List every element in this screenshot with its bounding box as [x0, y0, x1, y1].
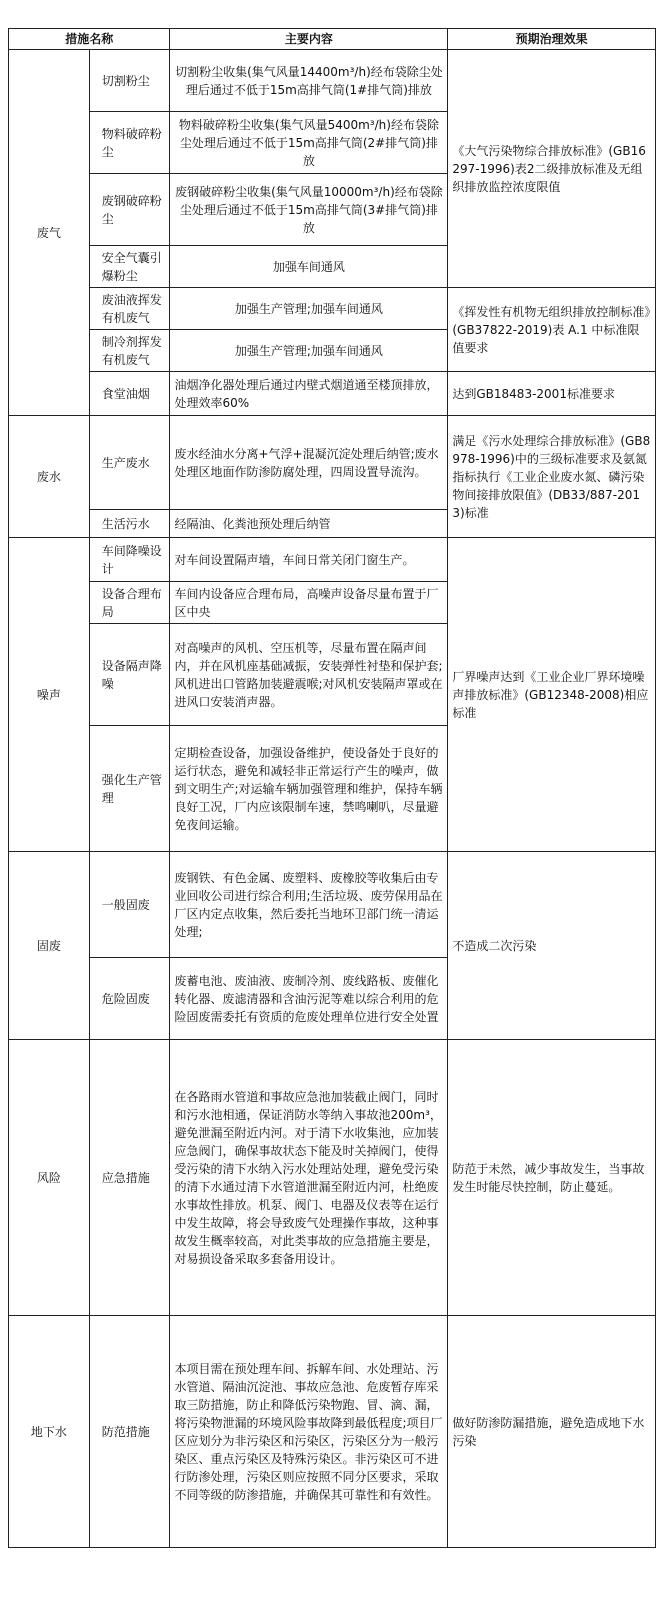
content-cell: 废蓄电池、废油液、废制冷剂、废线路板、废催化转化器、废滤清器和含油污泥等难以综合利用的危险固废需委托有资质的危废处理单位进行安全处置	[170, 958, 448, 1040]
content-cell: 车间内设备应合理布局，高噪声设备尽量布置于厂区中央	[170, 582, 448, 624]
effect-gas-dust: 《大气污染物综合排放标准》(GB16297-1996)表2二级排放标准及无组织排放监控浓度限值	[448, 50, 656, 288]
table-row	[9, 372, 656, 416]
category-solid: 固废	[9, 852, 90, 1040]
content-cell: 定期检查设备，加强设备维护，使设备处于良好的运行状态，避免和减轻非正常运行产生的噪声，做到文明生产;对运输车辆加强管理和维护，保持车辆良好工况，厂内应该限制车速，禁鸣喇叭，尽量避免夜间运输。	[170, 726, 448, 852]
table-row	[9, 538, 656, 582]
content-cell: 废钢破碎粉尘收集(集气风量10000m³/h)经布袋除尘处理后通过不低于15m高排气筒(3#排气筒)排放	[170, 174, 448, 246]
table-row	[9, 1040, 656, 1316]
item-cell: 危险固废	[89, 958, 170, 1040]
content-cell: 加强生产管理;加强车间通风	[170, 288, 448, 330]
content-cell: 对车间设置隔声墙，车间日常关闭门窗生产。	[170, 538, 448, 582]
content-cell: 切割粉尘收集(集气风量14400m³/h)经布袋除尘处理后通过不低于15m高排气筒(1#排气筒)排放	[170, 50, 448, 112]
content-cell: 物料破碎粉尘收集(集气风量5400m³/h)经布袋除尘处理后通过不低于15m高排气筒(2#排气筒)排放	[170, 112, 448, 174]
item-cell: 安全气囊引爆粉尘	[89, 246, 170, 288]
item-cell: 一般固废	[89, 852, 170, 958]
effect-risk: 防范于未然，减少事故发生，当事故发生时能尽快控制，防止蔓延。	[448, 1040, 656, 1316]
item-cell: 设备合理布局	[89, 582, 170, 624]
effect-noise: 厂界噪声达到《工业企业厂界环境噪声排放标准》(GB12348-2008)相应标准	[448, 538, 656, 852]
content-cell: 废水经油水分离+气浮+混凝沉淀处理后纳管;废水处理区地面作防渗防腐处理，四周设置导流沟。	[170, 416, 448, 510]
item-cell: 制冷剂挥发有机废气	[89, 330, 170, 372]
item-cell: 废钢破碎粉尘	[89, 174, 170, 246]
content-cell: 本项目需在预处理车间、拆解车间、水处理站、污水管道、隔油沉淀池、事故应急池、危废暂存库采取三防措施，防止和降低污染物跑、冒、滴、漏，将污染物泄漏的环境风险事故降到最低程度;项目厂区应划分为非污染区和污染区，污染区分为一般污染区、重点污染区及特殊污染区。非污染区可不进行防渗处理，污染区则应按照不同分区要求，采取不同等级的防渗措施，并确保其可靠性和有效性。	[170, 1316, 448, 1548]
content-cell: 油烟净化器处理后通过内壁式烟道通至楼顶排放，处理效率60%	[170, 372, 448, 416]
content-cell: 加强生产管理;加强车间通风	[170, 330, 448, 372]
item-cell: 食堂油烟	[89, 372, 170, 416]
item-cell: 车间降噪设计	[89, 538, 170, 582]
effect-solid: 不造成二次污染	[448, 852, 656, 1040]
content-cell: 加强车间通风	[170, 246, 448, 288]
header-main-content: 主要内容	[170, 29, 448, 50]
header-measure-name: 措施名称	[9, 29, 170, 50]
item-cell: 切割粉尘	[89, 50, 170, 112]
measures-table	[8, 28, 656, 1548]
effect-gas-voc: 《挥发性有机物无组织排放控制标准》(GB37822-2019)表 A.1 中标准限值要求	[448, 288, 656, 372]
category-ground: 地下水	[9, 1316, 90, 1548]
category-gas: 废气	[9, 50, 90, 416]
category-water: 废水	[9, 416, 90, 538]
content-cell: 在各路雨水管道和事故应急池加装截止阀门，同时和污水池相通，保证消防水等纳入事故池200m³，避免泄漏至附近内河。对于清下水收集池，应加装应急阀门，确保事故状态下能及时关掉阀门，使得受污染的清下水纳入污水处理站处理，避免受污染的清下水通过清下水管道泄漏至附近内河，杜绝废水事故性排放。机泵、阀门、电器及仪表等在运行中发生故障，将会导致废气处理操作事故，这种事故发生概率较高，对此类事故的应急措施主要是，对易损设备采取多套备用设计。	[170, 1040, 448, 1316]
item-cell: 强化生产管理	[89, 726, 170, 852]
category-noise: 噪声	[9, 538, 90, 852]
category-risk: 风险	[9, 1040, 90, 1316]
item-cell: 生活污水	[89, 510, 170, 538]
item-cell: 防范措施	[89, 1316, 170, 1548]
item-cell: 物料破碎粉尘	[89, 112, 170, 174]
header-expected-effect: 预期治理效果	[448, 29, 656, 50]
content-cell: 对高噪声的风机、空压机等，尽量布置在隔声间内，并在风机座基础减振，安装弹性衬垫和保护套;风机进出口管路加装避震喉;对风机安装隔声罩或在进风口安装消声器。	[170, 624, 448, 726]
measures-table-wrapper	[8, 28, 656, 1548]
table-row	[9, 50, 656, 112]
item-cell: 应急措施	[89, 1040, 170, 1316]
content-cell: 废钢铁、有色金属、废塑料、废橡胶等收集后由专业回收公司进行综合利用;生活垃圾、废劳保用品在厂区内定点收集，然后委托当地环卫部门统一清运处理;	[170, 852, 448, 958]
table-row	[9, 416, 656, 510]
effect-ground: 做好防渗防漏措施，避免造成地下水污染	[448, 1316, 656, 1548]
table-row	[9, 852, 656, 958]
header-row	[9, 29, 656, 50]
table-row	[9, 288, 656, 330]
effect-gas-fume: 达到GB18483-2001标准要求	[448, 372, 656, 416]
item-cell: 生产废水	[89, 416, 170, 510]
table-row	[9, 1316, 656, 1548]
item-cell: 废油液挥发有机废气	[89, 288, 170, 330]
item-cell: 设备隔声降噪	[89, 624, 170, 726]
content-cell: 经隔油、化粪池预处理后纳管	[170, 510, 448, 538]
effect-water: 满足《污水处理综合排放标准》(GB8978-1996)中的三级标准要求及氨氮指标执行《工业企业废水氮、磷污染物间接排放限值》(DB33/887-2013)标准	[448, 416, 656, 538]
